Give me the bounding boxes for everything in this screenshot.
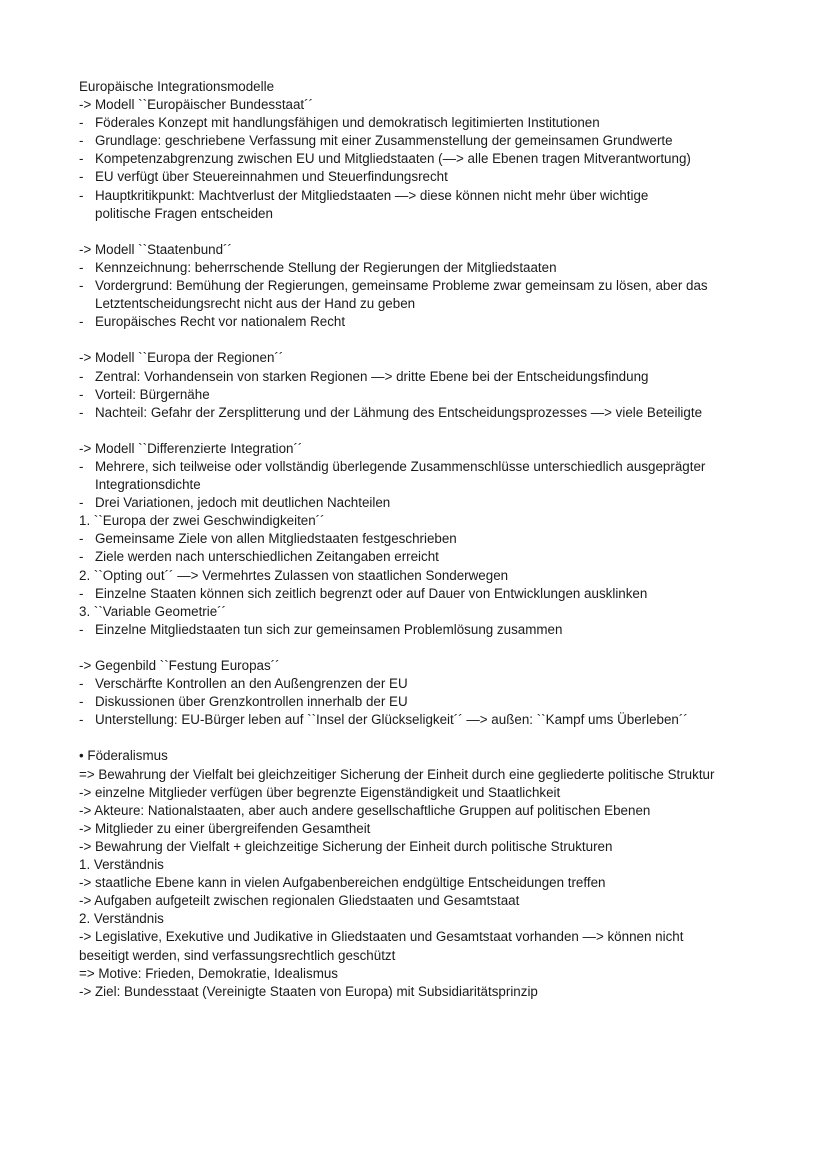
- text-line: -> staatliche Ebene kann in vielen Aufgabenbereichen endgültige Entscheidungen treffen: [79, 875, 606, 891]
- text-line: => Bewahrung der Vielfalt bei gleichzeitiger Sicherung der Einheit durch eine gegliederte politische Struktur: [79, 766, 715, 782]
- dash-marker: -: [79, 404, 84, 420]
- dash-marker: -: [79, 621, 84, 637]
- list-item: - Europäisches Recht vor nationalem Recht: [79, 313, 779, 331]
- list-item: - Mehrere, sich teilweise oder vollständig überlegende Zusammenschlüsse unterschiedlich ausgeprägter Integrationsdichte: [79, 458, 779, 494]
- text-line: -> Mitglieder zu einer übergreifenden Gesamtheit: [79, 820, 371, 836]
- numbered-label: 1. ``Europa der zwei Geschwindigkeiten´´: [79, 513, 325, 529]
- list-item: - Kompetenzabgrenzung zwischen EU und Mitgliedstaaten (—> alle Ebenen tragen Mitverantwortung): [79, 150, 779, 168]
- dash-marker: -: [79, 259, 84, 275]
- list-item: - Gemeinsame Ziele von allen Mitgliedstaaten festgeschrieben: [79, 530, 779, 548]
- section-heading: -> Modell ``Europäischer Bundesstaat´´: [79, 97, 314, 113]
- text-line: 2. Verständnis: [79, 911, 164, 927]
- text-line: -> Legislative, Exekutive und Judikative in Gliedstaaten und Gesamtstaat vorhanden —> können nicht beseitigt werden, sind verfassungsrechtlich geschützt: [79, 929, 684, 963]
- dash-marker: -: [79, 115, 84, 131]
- dash-marker: -: [79, 133, 84, 149]
- dash-marker: -: [79, 314, 84, 330]
- list-item: - Ziele werden nach unterschiedlichen Zeitangaben erreicht: [79, 548, 779, 566]
- foederalismus-heading: • Föderalismus: [79, 748, 168, 764]
- numbered-label: 3. ``Variable Geometrie´´: [79, 603, 227, 619]
- dash-marker: -: [79, 712, 84, 728]
- dash-marker: -: [79, 585, 84, 601]
- section-heading: -> Modell ``Differenzierte Integration´´: [79, 440, 303, 456]
- text-line: => Motive: Frieden, Demokratie, Idealismus: [79, 965, 338, 981]
- list-item: - Hauptkritikpunkt: Machtverlust der Mitgliedstaaten —> diese können nicht mehr über wichtige politische Fragen entscheiden: [79, 187, 779, 223]
- list-item: - Verschärfte Kontrollen an den Außengrenzen der EU: [79, 675, 779, 693]
- dash-marker: -: [79, 169, 84, 185]
- dash-marker: -: [79, 694, 84, 710]
- list-item: - Unterstellung: EU-Bürger leben auf ``Insel der Glückseligkeit´´ —> außen: ``Kampf ums Überleben´´: [79, 711, 779, 729]
- text-line: -> Ziel: Bundesstaat (Vereinigte Staaten von Europa) mit Subsidiaritätsprinzip: [79, 983, 538, 999]
- dash-marker: -: [79, 386, 84, 402]
- list-item: - EU verfügt über Steuereinnahmen und Steuerfindungsrecht: [79, 168, 779, 186]
- dash-marker: -: [79, 151, 84, 167]
- list-item: - Drei Variationen, jedoch mit deutlichen Nachteilen: [79, 494, 779, 512]
- dash-marker: -: [79, 458, 84, 474]
- dash-marker: -: [79, 531, 84, 547]
- list-item: - Nachteil: Gefahr der Zersplitterung und der Lähmung des Entscheidungsprozesses —> viele Beteiligte: [79, 404, 779, 422]
- dash-marker: -: [79, 495, 84, 511]
- text-line: 1. Verständnis: [79, 857, 164, 873]
- text-line: -> Akteure: Nationalstaaten, aber auch andere gesellschaftliche Gruppen auf politischen Ebenen: [79, 802, 651, 818]
- list-item: - Grundlage: geschriebene Verfassung mit einer Zusammenstellung der gemeinsamen Grundwerte: [79, 132, 779, 150]
- dash-marker: -: [79, 187, 84, 203]
- section-heading: -> Gegenbild ``Festung Europas´´: [79, 658, 280, 673]
- list-item: - Föderales Konzept mit handlungsfähigen und demokratisch legitimierten Institutionen: [79, 114, 779, 132]
- numbered-label: 2. ``Opting out´´ —> Vermehrtes Zulassen von staatlichen Sonderwegen: [79, 567, 509, 583]
- document-title: Europäische Integrationsmodelle: [79, 79, 275, 94]
- dash-marker: -: [79, 278, 84, 294]
- text-line: -> Aufgaben aufgeteilt zwischen regionalen Gliedstaaten und Gesamtstaat: [79, 893, 520, 909]
- text-line: -> einzelne Mitglieder verfügen über begrenzte Eigenständigkeit und Staatlichkeit: [79, 784, 561, 800]
- list-item: - Vordergrund: Bemühung der Regierungen, gemeinsame Probleme zwar gemeinsam zu lösen, aber das Letztentscheidungsrecht nicht aus der Hand zu geben: [79, 277, 779, 313]
- dash-marker: -: [79, 676, 84, 692]
- list-item: - Vorteil: Bürgernähe: [79, 386, 779, 404]
- list-item: - Einzelne Staaten können sich zeitlich begrenzt oder auf Dauer von Entwicklungen ausklinken: [79, 585, 779, 603]
- section-heading: -> Modell ``Staatenbund´´: [79, 241, 232, 257]
- list-item: - Einzelne Mitgliedstaaten tun sich zur gemeinsamen Problemlösung zusammen: [79, 621, 779, 639]
- text-line: -> Bewahrung der Vielfalt + gleichzeitige Sicherung der Einheit durch politische Strukturen: [79, 838, 613, 854]
- dash-marker: -: [79, 549, 84, 565]
- list-item: - Zentral: Vorhandensein von starken Regionen —> dritte Ebene bei der Entscheidungsfindung: [79, 368, 779, 386]
- list-item: - Diskussionen über Grenzkontrollen innerhalb der EU: [79, 693, 779, 711]
- section-heading: -> Modell ``Europa der Regionen´´: [79, 350, 284, 366]
- list-item: - Kennzeichnung: beherrschende Stellung der Regierungen der Mitgliedstaaten: [79, 259, 779, 277]
- dash-marker: -: [79, 368, 84, 384]
- document-page: [79, 78, 779, 1001]
